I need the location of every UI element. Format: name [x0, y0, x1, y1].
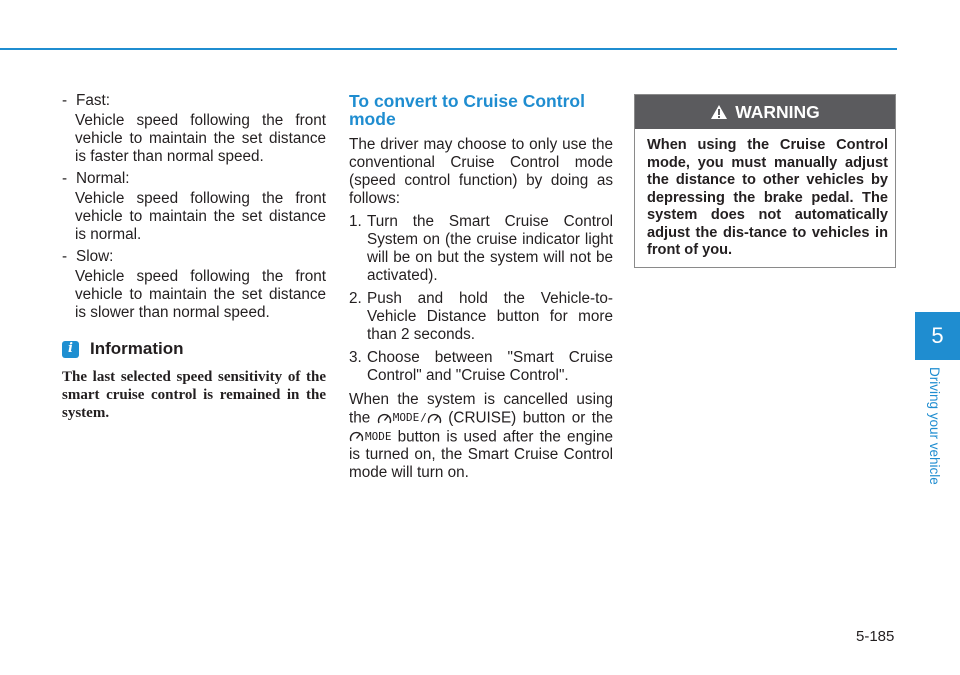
- step-2: [349, 290, 613, 344]
- chapter-tab: 5: [915, 312, 960, 360]
- step-number: 1.: [349, 213, 362, 230]
- section-title: To convert to Cruise Control mode: [349, 91, 585, 129]
- cancel-text-1: When the system is cancelled using the: [349, 391, 613, 427]
- step-text: Push and hold the Vehicle-to-Vehicle Distance button for more than 2 seconds.: [367, 290, 613, 343]
- intro-paragraph: The driver may choose to only use the conventional Cruise Control mode (speed control function) by doing as follows:: [349, 136, 613, 207]
- step-text: Choose between "Smart Cruise Control" and "Cruise Control".: [367, 349, 613, 384]
- bullet-dash: -: [62, 170, 68, 187]
- option-description: Vehicle speed following the front vehicle to maintain the set distance is faster than normal speed.: [75, 112, 326, 165]
- option-label: Slow:: [76, 248, 114, 265]
- chapter-label: Driving your vehicle: [927, 367, 942, 485]
- warning-triangle-icon: [710, 104, 728, 120]
- warning-title: WARNING: [735, 101, 820, 122]
- speedometer-icon: [349, 430, 364, 443]
- left-column: [62, 92, 326, 422]
- speedometer-icon: [427, 412, 442, 425]
- cancel-text-3: button is used after the engine is turned on, the Smart Cruise Control mode will turn on.: [349, 428, 613, 481]
- cruise-mode-button-icon: [377, 409, 442, 427]
- option-label: Fast:: [76, 92, 110, 109]
- mode-label: MODE: [365, 429, 392, 443]
- page-number: 5-185: [856, 628, 895, 645]
- speedometer-icon: [377, 412, 392, 425]
- bullet-dash: -: [62, 92, 68, 109]
- option-description: Vehicle speed following the front vehicle to maintain the set distance is normal.: [75, 190, 326, 243]
- warning-text: When using the Cruise Control mode, you must manually adjust the distance to other vehicles by depressing the brake pedal. The system does not automatically adjust the dis-tance to vehicles in front of you.: [647, 137, 888, 258]
- option-label: Normal:: [76, 170, 130, 187]
- mode-label: MODE: [392, 411, 420, 424]
- cancel-paragraph: [349, 391, 613, 482]
- information-title: Information: [90, 339, 184, 358]
- step-text: Turn the Smart Cruise Control System on (the cruise indicator light will be on but the system will not be activated).: [367, 213, 613, 284]
- speed-option-normal: [62, 170, 326, 244]
- information-text: The last selected speed sensitivity of the smart cruise control is remained in the system.: [62, 369, 326, 421]
- mode-button-icon: [349, 428, 392, 446]
- middle-column: [349, 92, 613, 482]
- information-header: [62, 340, 326, 358]
- speed-option-fast: [62, 92, 326, 166]
- mode-slash: /: [420, 411, 427, 424]
- step-3: [349, 349, 613, 385]
- step-number: 2.: [349, 290, 362, 307]
- header-rule: [0, 48, 897, 50]
- step-1: [349, 213, 613, 285]
- warning-box: [634, 94, 896, 268]
- info-icon: i: [62, 341, 79, 358]
- bullet-dash: -: [62, 248, 68, 265]
- cancel-text-2: (CRUISE) button or the: [448, 409, 614, 427]
- option-description: Vehicle speed following the front vehicle to maintain the set distance is slower than normal speed.: [75, 268, 326, 321]
- step-number: 3.: [349, 349, 362, 366]
- speed-option-slow: [62, 248, 326, 322]
- warning-header: [635, 95, 895, 129]
